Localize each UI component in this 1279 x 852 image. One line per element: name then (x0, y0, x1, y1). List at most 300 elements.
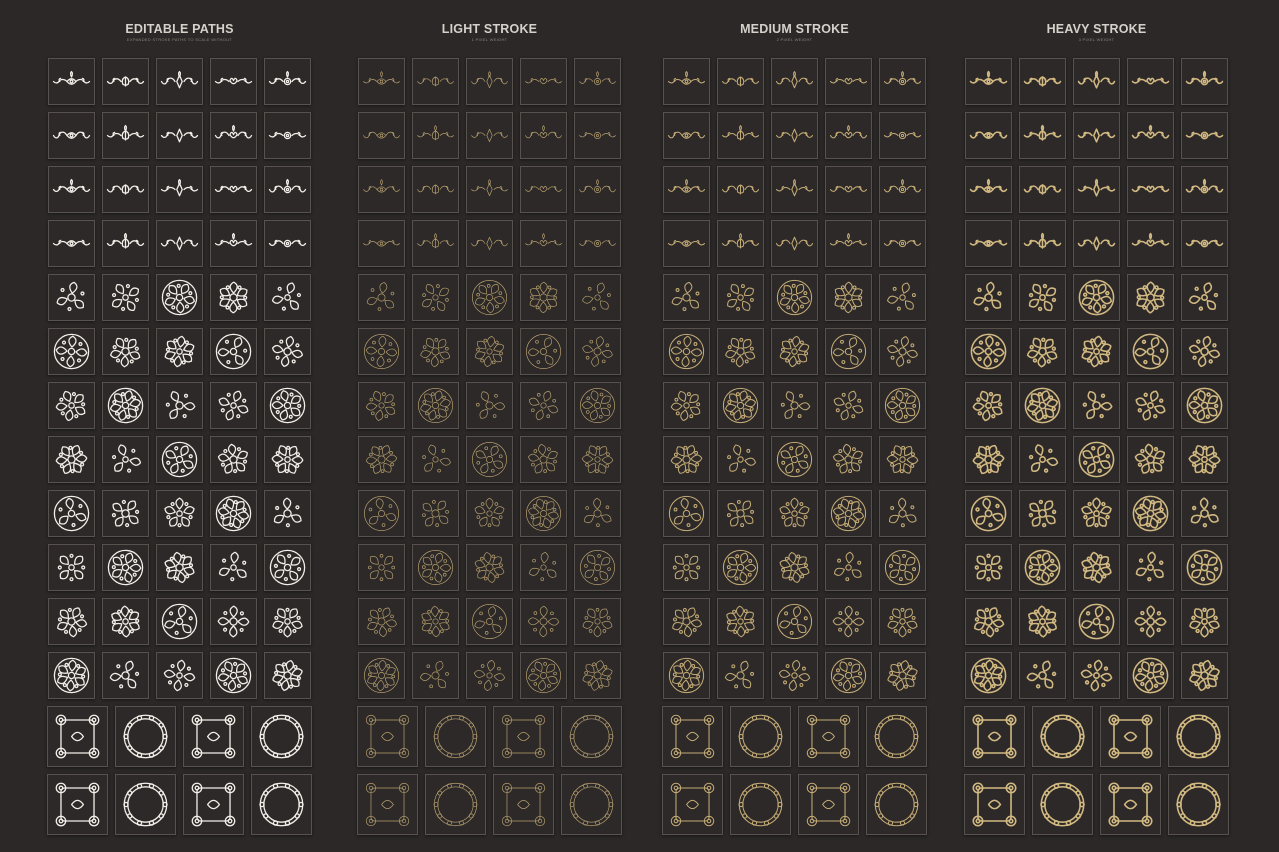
emblem-ornament-icon (1128, 599, 1173, 644)
ornament-tile (1127, 598, 1174, 645)
ornament-tile (264, 490, 311, 537)
ornament-tile (48, 58, 95, 105)
ornament-tile (1073, 58, 1120, 105)
emblem-ornament-icon (467, 599, 512, 644)
ornament-tile (264, 382, 311, 429)
ornament-tile (520, 112, 567, 159)
emblem-ornament-icon (1020, 329, 1065, 374)
frame-ornament-icon (663, 775, 722, 834)
divider-ornament-icon (966, 221, 1011, 266)
emblem-ornament-icon (413, 545, 458, 590)
ornament-tile (1073, 490, 1120, 537)
divider-ornament-icon (1074, 221, 1119, 266)
ornament-tile (412, 544, 459, 591)
divider-ornament-icon (521, 113, 566, 158)
emblem-ornament-icon (49, 383, 94, 428)
divider-ornament-icon (880, 167, 925, 212)
divider-ornament-icon (1182, 221, 1227, 266)
ornament-tile (771, 544, 818, 591)
ornament-tile (1073, 436, 1120, 483)
ornament-tile (102, 220, 149, 267)
emblem-ornament-icon (467, 491, 512, 536)
ornament-tile (102, 598, 149, 645)
ornament-tile (825, 220, 872, 267)
ornament-tile (717, 58, 764, 105)
divider-ornament-icon (413, 113, 458, 158)
ornament-tile (771, 274, 818, 321)
emblem-ornament-icon (966, 437, 1011, 482)
ornament-tile (210, 112, 257, 159)
divider-ornament-icon (413, 221, 458, 266)
divider-ornament-icon (265, 167, 310, 212)
ornament-tile (965, 544, 1012, 591)
frame-ornament-icon (799, 775, 858, 834)
emblem-ornament-icon (772, 275, 817, 320)
ornament-tile (1181, 544, 1228, 591)
ornament-tile (1019, 652, 1066, 699)
emblem-ornament-icon (359, 653, 404, 698)
emblem-ornament-icon (966, 599, 1011, 644)
ornament-tile (48, 382, 95, 429)
ornament-tile (1073, 382, 1120, 429)
emblem-ornament-icon (103, 653, 148, 698)
ornament-tile (717, 112, 764, 159)
frame-ornament-icon (48, 775, 107, 834)
ornament-tile (879, 544, 926, 591)
ornament-tile (663, 328, 710, 375)
ornament-tile (717, 274, 764, 321)
ornament-tile (1019, 382, 1066, 429)
column-medium (662, 0, 927, 852)
ornament-tile (48, 490, 95, 537)
ornament-tile (1127, 490, 1174, 537)
ornament-tile (358, 544, 405, 591)
ornament-tile (210, 328, 257, 375)
divider-ornament-icon (772, 59, 817, 104)
frame-tile (662, 706, 723, 767)
divider-ornament-icon (1020, 113, 1065, 158)
ornament-tile (1181, 58, 1228, 105)
divider-ornament-icon (265, 59, 310, 104)
ornament-tile (358, 328, 405, 375)
emblem-ornament-icon (718, 329, 763, 374)
ornament-tile (771, 220, 818, 267)
frame-ornament-icon (562, 707, 621, 766)
emblem-ornament-icon (1128, 329, 1173, 374)
emblem-ornament-icon (157, 275, 202, 320)
emblem-ornament-icon (880, 599, 925, 644)
column-title: LIGHT STROKE (441, 22, 538, 36)
ornament-tile (574, 220, 621, 267)
emblem-ornament-icon (49, 275, 94, 320)
ornament-tile (879, 436, 926, 483)
ornament-tile (466, 58, 513, 105)
divider-ornament-icon (521, 59, 566, 104)
emblem-ornament-icon (467, 275, 512, 320)
ornament-tile (879, 652, 926, 699)
divider-ornament-icon (664, 221, 709, 266)
ornament-tile (879, 112, 926, 159)
frame-ornament-icon (1169, 775, 1228, 834)
emblem-ornament-icon (265, 491, 310, 536)
emblem-ornament-icon (521, 545, 566, 590)
frame-ornament-icon (116, 707, 175, 766)
divider-ornament-icon (664, 113, 709, 158)
emblem-ornament-icon (1182, 329, 1227, 374)
divider-ornament-icon (1128, 113, 1173, 158)
ornament-tile (520, 598, 567, 645)
frame-tile (866, 774, 927, 835)
divider-ornament-icon (103, 59, 148, 104)
ornament-tile (574, 112, 621, 159)
frame-ornament-icon (252, 707, 311, 766)
ornament-tile (574, 598, 621, 645)
ornament-tile (412, 436, 459, 483)
frame-ornament-icon (965, 775, 1024, 834)
emblem-ornament-icon (575, 653, 620, 698)
ornament-tile (717, 490, 764, 537)
emblem-ornament-icon (265, 329, 310, 374)
divider-ornament-icon (826, 221, 871, 266)
emblem-ornament-icon (1020, 599, 1065, 644)
emblem-ornament-icon (664, 383, 709, 428)
ornament-tile (466, 166, 513, 213)
emblem-ornament-icon (1182, 491, 1227, 536)
ornament-tile (1127, 58, 1174, 105)
ornament-tile (156, 274, 203, 321)
divider-ornament-icon (772, 167, 817, 212)
emblem-ornament-icon (1074, 329, 1119, 374)
divider-ornament-icon (966, 167, 1011, 212)
divider-ornament-icon (359, 59, 404, 104)
divider-ornament-icon (157, 221, 202, 266)
frame-tile (357, 774, 418, 835)
ornament-tile (965, 436, 1012, 483)
emblem-ornament-icon (1074, 545, 1119, 590)
ornament-tile (520, 166, 567, 213)
ornament-tile (965, 598, 1012, 645)
ornament-tile (1073, 274, 1120, 321)
ornament-tile (879, 274, 926, 321)
emblem-ornament-icon (772, 545, 817, 590)
ornament-tile (466, 274, 513, 321)
column-subtitle: 3 PIXEL WEIGHT (1078, 37, 1115, 42)
frame-tile (1032, 774, 1093, 835)
ornament-tile (412, 652, 459, 699)
ornament-tile (1181, 490, 1228, 537)
emblem-ornament-icon (521, 437, 566, 482)
emblem-ornament-icon (1128, 653, 1173, 698)
ornament-tile (825, 490, 872, 537)
emblem-ornament-icon (718, 437, 763, 482)
divider-ornament-icon (211, 59, 256, 104)
column-heavy (964, 0, 1229, 852)
frame-ornament-icon (494, 775, 553, 834)
emblem-ornament-icon (211, 329, 256, 374)
ornament-tile (156, 58, 203, 105)
emblem-ornament-icon (772, 437, 817, 482)
emblem-ornament-icon (1074, 599, 1119, 644)
frame-tile (1168, 706, 1229, 767)
ornament-tile (825, 328, 872, 375)
divider-ornament-icon (718, 59, 763, 104)
emblem-ornament-icon (157, 329, 202, 374)
column-editable (47, 0, 312, 852)
divider-ornament-icon (880, 113, 925, 158)
ornament-tile (102, 490, 149, 537)
emblem-ornament-icon (1128, 275, 1173, 320)
divider-ornament-icon (413, 167, 458, 212)
emblem-ornament-icon (359, 491, 404, 536)
emblem-ornament-icon (966, 383, 1011, 428)
ornament-tile (210, 652, 257, 699)
ornament-tile (663, 652, 710, 699)
emblem-ornament-icon (826, 383, 871, 428)
emblem-ornament-icon (718, 275, 763, 320)
ornament-tile (48, 598, 95, 645)
emblem-ornament-icon (1020, 275, 1065, 320)
frame-ornament-icon (48, 707, 107, 766)
emblem-ornament-icon (1020, 383, 1065, 428)
ornament-tile (879, 220, 926, 267)
divider-ornament-icon (966, 113, 1011, 158)
ornament-tile (1181, 274, 1228, 321)
frame-ornament-icon (1101, 707, 1160, 766)
frame-tile (425, 706, 486, 767)
emblem-ornament-icon (1128, 383, 1173, 428)
ornament-tile (1181, 166, 1228, 213)
divider-ornament-icon (772, 113, 817, 158)
frame-ornament-icon (358, 707, 417, 766)
emblem-ornament-icon (1182, 599, 1227, 644)
frame-tile (493, 774, 554, 835)
frame-ornament-icon (184, 775, 243, 834)
ornament-tile (48, 328, 95, 375)
divider-ornament-icon (1128, 221, 1173, 266)
emblem-ornament-icon (575, 491, 620, 536)
ornament-tile (412, 58, 459, 105)
emblem-ornament-icon (1182, 275, 1227, 320)
ornament-tile (210, 166, 257, 213)
emblem-ornament-icon (826, 599, 871, 644)
ornament-tile (102, 544, 149, 591)
emblem-ornament-icon (413, 437, 458, 482)
emblem-ornament-icon (413, 599, 458, 644)
ornament-tile (520, 58, 567, 105)
ornament-tile (102, 652, 149, 699)
emblem-ornament-icon (359, 599, 404, 644)
emblem-ornament-icon (103, 545, 148, 590)
ornament-tile (264, 220, 311, 267)
ornament-tile (771, 598, 818, 645)
ornament-tile (102, 436, 149, 483)
ornament-tile (825, 598, 872, 645)
ornament-tile (1073, 544, 1120, 591)
ornament-tile (1127, 436, 1174, 483)
ornament-tile (358, 274, 405, 321)
emblem-ornament-icon (826, 275, 871, 320)
emblem-ornament-icon (880, 491, 925, 536)
emblem-ornament-icon (265, 383, 310, 428)
ornament-tile (717, 598, 764, 645)
frame-tile (115, 706, 176, 767)
ornament-tile (879, 490, 926, 537)
divider-ornament-icon (359, 113, 404, 158)
ornament-tile (466, 382, 513, 429)
ornament-tile (358, 652, 405, 699)
ornament-tile (156, 652, 203, 699)
frame-ornament-icon (731, 775, 790, 834)
frame-tile (115, 774, 176, 835)
ornament-tile (825, 166, 872, 213)
frame-ornament-icon (494, 707, 553, 766)
emblem-ornament-icon (103, 275, 148, 320)
ornament-tile (156, 328, 203, 375)
ornament-tile (717, 166, 764, 213)
emblem-ornament-icon (49, 491, 94, 536)
frame-ornament-icon (731, 707, 790, 766)
emblem-ornament-icon (718, 491, 763, 536)
emblem-ornament-icon (718, 653, 763, 698)
divider-ornament-icon (1182, 59, 1227, 104)
divider-ornament-icon (49, 167, 94, 212)
ornament-tile (717, 220, 764, 267)
ornament-tile (520, 490, 567, 537)
emblem-ornament-icon (575, 383, 620, 428)
emblem-ornament-icon (103, 383, 148, 428)
emblem-ornament-icon (1182, 437, 1227, 482)
divider-ornament-icon (49, 59, 94, 104)
ornament-tile (102, 382, 149, 429)
frame-ornament-icon (663, 707, 722, 766)
emblem-ornament-icon (664, 437, 709, 482)
ornament-tile (1073, 652, 1120, 699)
divider-ornament-icon (467, 167, 512, 212)
ornament-tile (1073, 112, 1120, 159)
emblem-ornament-icon (49, 599, 94, 644)
ornament-tile (102, 112, 149, 159)
emblem-ornament-icon (1020, 545, 1065, 590)
ornament-tile (210, 544, 257, 591)
divider-ornament-icon (1182, 167, 1227, 212)
emblem-ornament-icon (521, 275, 566, 320)
emblem-ornament-icon (211, 545, 256, 590)
divider-ornament-icon (211, 113, 256, 158)
ornament-tile (520, 382, 567, 429)
ornament-tile (1127, 166, 1174, 213)
emblem-ornament-icon (467, 653, 512, 698)
ornament-tile (264, 436, 311, 483)
ornament-tile (965, 382, 1012, 429)
ornament-tile (358, 598, 405, 645)
ornament-tile (663, 382, 710, 429)
ornament-tile (156, 166, 203, 213)
emblem-ornament-icon (413, 383, 458, 428)
frame-tile (1100, 706, 1161, 767)
divider-ornament-icon (359, 221, 404, 266)
emblem-ornament-icon (103, 599, 148, 644)
emblem-ornament-icon (1074, 437, 1119, 482)
emblem-ornament-icon (575, 437, 620, 482)
ornament-tile (965, 274, 1012, 321)
ornament-tile (520, 544, 567, 591)
divider-ornament-icon (103, 113, 148, 158)
ornament-tile (102, 166, 149, 213)
ornament-tile (1127, 652, 1174, 699)
emblem-ornament-icon (157, 545, 202, 590)
ornament-tile (965, 328, 1012, 375)
emblem-ornament-icon (772, 329, 817, 374)
divider-ornament-icon (49, 113, 94, 158)
emblem-ornament-icon (413, 275, 458, 320)
ornament-tile (574, 382, 621, 429)
emblem-ornament-icon (359, 329, 404, 374)
ornament-tile (1019, 220, 1066, 267)
emblem-ornament-icon (359, 275, 404, 320)
ornament-tile (264, 274, 311, 321)
emblem-ornament-icon (575, 275, 620, 320)
frame-tile (251, 706, 312, 767)
emblem-ornament-icon (521, 383, 566, 428)
ornament-tile (574, 166, 621, 213)
frame-ornament-icon (1169, 707, 1228, 766)
ornament-tile (358, 490, 405, 537)
ornament-tile (1181, 328, 1228, 375)
ornament-tile (1019, 436, 1066, 483)
emblem-ornament-icon (575, 329, 620, 374)
ornament-tile (264, 166, 311, 213)
emblem-ornament-icon (826, 653, 871, 698)
ornament-tile (1127, 220, 1174, 267)
emblem-ornament-icon (966, 653, 1011, 698)
emblem-ornament-icon (211, 491, 256, 536)
emblem-ornament-icon (575, 545, 620, 590)
ornament-tile (663, 58, 710, 105)
divider-ornament-icon (718, 113, 763, 158)
ornament-tile (466, 598, 513, 645)
divider-ornament-icon (1074, 167, 1119, 212)
ornament-tile (264, 598, 311, 645)
ornament-tile (771, 328, 818, 375)
column-subtitle: 2 PIXEL WEIGHT (776, 37, 813, 42)
ornament-tile (574, 58, 621, 105)
frame-tile (866, 706, 927, 767)
divider-ornament-icon (211, 167, 256, 212)
ornament-tile (48, 112, 95, 159)
frame-tile (183, 774, 244, 835)
frame-tile (357, 706, 418, 767)
emblem-ornament-icon (103, 329, 148, 374)
ornament-tile (1073, 328, 1120, 375)
divider-ornament-icon (211, 221, 256, 266)
ornament-tile (412, 112, 459, 159)
ornament-tile (466, 328, 513, 375)
ornament-tile (466, 490, 513, 537)
emblem-ornament-icon (49, 329, 94, 374)
frame-ornament-icon (867, 707, 926, 766)
ornament-tile (1073, 598, 1120, 645)
emblem-ornament-icon (359, 437, 404, 482)
column-title: EDITABLE PATHS (125, 22, 234, 36)
emblem-ornament-icon (49, 653, 94, 698)
frame-tile (662, 774, 723, 835)
emblem-ornament-icon (413, 329, 458, 374)
ornament-tile (210, 436, 257, 483)
frame-tile (47, 774, 108, 835)
divider-ornament-icon (880, 221, 925, 266)
frame-tile (730, 774, 791, 835)
frame-tile (1168, 774, 1229, 835)
